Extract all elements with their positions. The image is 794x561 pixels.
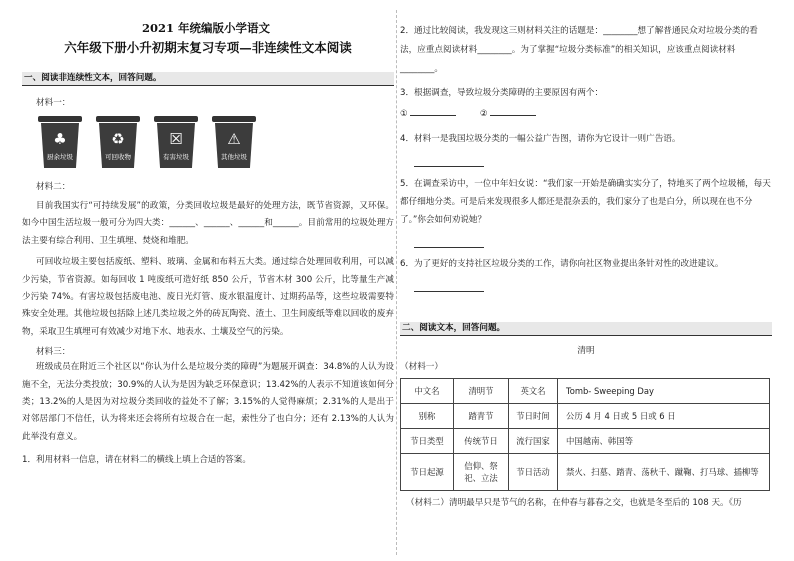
table-cell: 节日活动 [509,454,558,491]
answer-line-6[interactable] [414,281,484,292]
question-1: 1．利用材料一信息，请在材料二的横线上填上合适的答案。 [22,455,251,466]
table-cell: 踏青节 [454,404,509,429]
table-row [401,429,770,454]
question-2[interactable]: 2．通过比较阅读，我发现这三则材料关注的话题是：________想了解普通民众对垃圾分类的看法，应重点阅读材料________。为了掌握“垃圾分类标准”的相关知识，应该重点阅读材料________。 [400,26,758,74]
section-heading-1: 一、阅读非连续性文本，回答问题。 [22,72,394,86]
table-cell: 节日起源 [401,454,454,491]
bin-kitchen [38,116,82,168]
answer-line-5[interactable] [414,237,484,248]
table-row [401,379,770,404]
option-2-marker: ② [479,109,488,119]
answer-blank-2[interactable] [490,115,536,116]
section-heading-2: 二、阅读文本，回答问题。 [400,322,772,336]
option-1-marker: ① [400,109,408,119]
bin-label: 有害垃圾 [163,153,189,161]
table-row [401,454,770,491]
table-cell: 信仰、祭祀、立法 [454,454,509,491]
question-4: 4．材料一是我国垃圾分类的一幅公益广告图，请你为它设计一则广告语。 [400,134,681,144]
trash-bin-illustration [38,116,394,168]
material-1-label-right: （材料一） [400,362,443,372]
festival-info-table [400,378,770,491]
table-cell: 传统节日 [454,429,509,454]
material-2-paragraph-right: （材料二）清明最早只是节气的名称，在仲春与暮春之交，也就是冬至后的 108 天。《历 [406,498,742,508]
table-cell: 流行国家 [509,429,558,454]
table-cell: Tomb- Sweeping Day [558,379,770,404]
table-cell: 别称 [401,404,454,429]
document-title: 2021 年统编版小学语文 [141,21,270,35]
answer-blank-1[interactable] [410,115,456,116]
material-2-paragraph-2: 可回收垃圾主要包括废纸、塑料、玻璃、金属和布料五大类。通过综合处理回收利用，可以减少污染，节省资源。如每回收 1 吨废纸可造好纸 850 公斤，节省木材 300 公斤，比等量生产减少污染 74%。有害垃圾包括废电池、废日光灯管、废水银温度计、过期药品等，这些垃圾需要特殊安全处理。其他垃圾包括除上述几类垃圾之外的砖瓦陶瓷、渣土、卫生间废纸等难以回收的废弃物，采取卫生填埋可有效减少对地下水、地表水、土壤及空气的污染。 [22,257,394,337]
question-3: 3．根据调查，导致垃圾分类障碍的主要原因有两个： [400,88,604,98]
question-3-options [400,106,772,123]
material-3-paragraph: 班级成员在附近三个社区以“你认为什么是垃圾分类的障碍”为题展开调查：34.8%的人认为设施不全，无法分类投放；30.9%的人认为是因为缺乏环保意识；13.42%的人表示不知道该如何分类；13.2%的人是因为对垃圾分类回收的益处不了解；3.15%的人觉得麻烦；2.31%的人是出于对邻居部门不信任，认为将来还会将所有垃圾合在一起，索性分了也白分；还有 2.13%的人认为此举没有意义。 [22,362,394,442]
other-waste-icon: ⚠ [227,130,241,148]
document-subtitle: 六年级下册小升初期末复习专项—非连续性文本阅读 [64,40,352,55]
right-column [400,22,772,512]
article-title: 清明 [577,346,595,356]
table-cell: 公历 4 月 4 日或 5 日或 6 日 [558,404,770,429]
material-3-label: 材料三： [36,347,71,358]
column-divider [396,10,397,555]
recycle-icon: ♻ [111,130,125,148]
bin-label: 厨余垃圾 [47,153,73,161]
material-1-label: 材料一： [36,98,71,108]
table-cell: 节日类型 [401,429,454,454]
left-column [22,18,394,469]
kitchen-waste-icon: ♣ [53,130,67,148]
material-2-paragraph-1: 目前我国实行“可持续发展”的政策，分类回收垃圾是最好的处理方法，既节省资源，又环保。如今中国生活垃圾一般可分为四大类：______、______、______和______。目前常用的垃圾处理方法主要有综合利用、卫生填埋、焚烧和堆肥。 [22,201,394,246]
table-cell: 英文名 [509,379,558,404]
bin-label: 其他垃圾 [221,153,247,161]
question-6: 6．为了更好的支持社区垃圾分类的工作，请你向社区物业提出条针对性的改进建议。 [400,259,724,269]
table-cell: 禁火、扫墓、踏青、荡秋千、蹴鞠、打马球、插柳等 [558,454,770,491]
bin-hazardous [154,116,198,168]
bin-label: 可回收物 [105,153,131,161]
question-5: 5．在调查采访中，一位中年妇女说：“我们家一开始是确确实实分了，特地买了两个垃圾桶，每天都仔细地分类。可是后来发现很多人都还是混杂丢的，我们家分了也是白分，所以现在也不分了。”你会如何劝说她？ [400,179,771,225]
answer-line-4[interactable] [414,156,484,167]
material-2-label: 材料二： [36,182,71,192]
bin-recyclable [96,116,140,168]
bin-other [212,116,256,168]
table-cell: 节日时间 [509,404,558,429]
table-cell: 中国越南、韩国等 [558,429,770,454]
hazardous-icon: ☒ [169,130,183,148]
table-cell: 清明节 [454,379,509,404]
table-cell: 中文名 [401,379,454,404]
table-row [401,404,770,429]
